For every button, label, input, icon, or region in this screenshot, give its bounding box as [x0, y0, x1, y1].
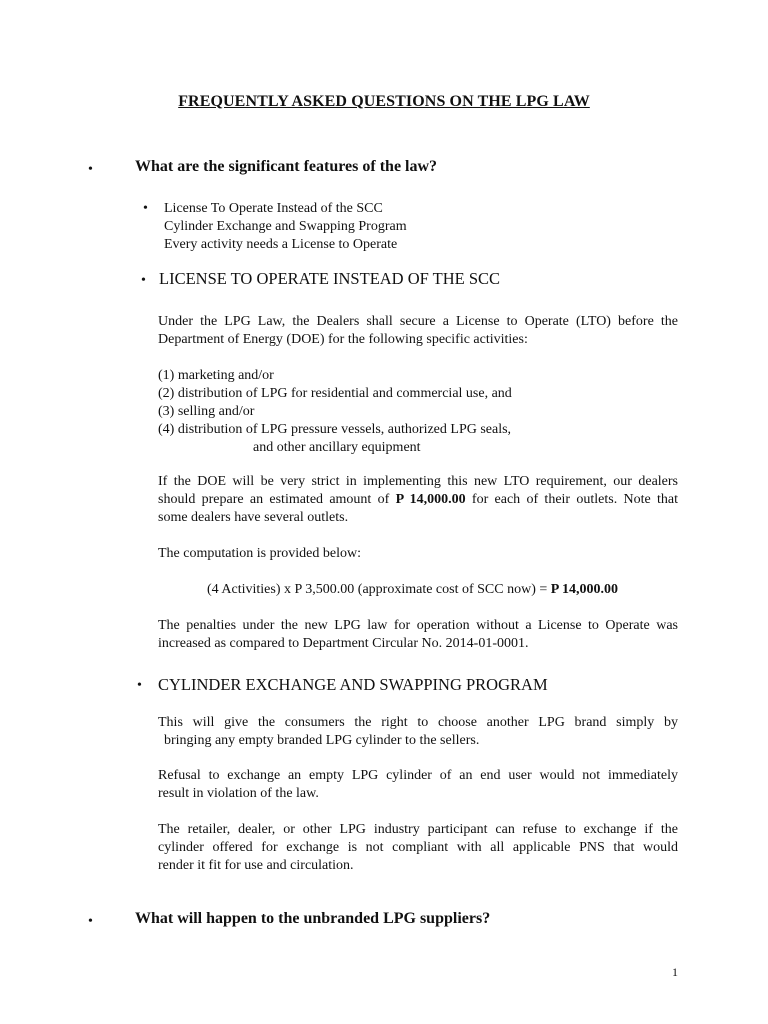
activity-item: (2) distribution of LPG for residential and commercial use, and	[158, 386, 512, 401]
page-title: FREQUENTLY ASKED QUESTIONS ON THE LPG LAW	[178, 93, 590, 110]
bullet: •	[137, 678, 142, 693]
paragraph-line: result in violation of the law.	[158, 786, 319, 801]
bullet: •	[143, 201, 148, 216]
section-heading-lto: LICENSE TO OPERATE INSTEAD OF THE SCC	[159, 269, 501, 288]
text-span: 3,500.00 (approximate cost of SCC now) =	[301, 582, 551, 597]
paragraph-line: render it fit for use and circulation.	[158, 858, 354, 873]
features-list-item: License To Operate Instead of the SCC	[164, 201, 383, 216]
paragraph-line: Refusal to exchange an empty LPG cylinder of an end user would not immediately	[158, 768, 678, 783]
computation-intro: The computation is provided below:	[158, 546, 361, 561]
bullet: •	[141, 273, 146, 288]
exchange-paragraph-3	[158, 821, 678, 875]
text-span: should prepare an estimated amount of	[158, 492, 396, 507]
activity-item: (4) distribution of LPG pressure vessels, authorized LPG seals,	[158, 422, 512, 437]
activity-item: (1) marketing and/or	[158, 368, 274, 383]
paragraph-line: cylinder offered for exchange is not compliant with all applicable PNS that would	[158, 840, 678, 855]
text-span: (4 Activities) x	[207, 582, 295, 597]
computation-total: P 14,000.00	[550, 582, 619, 597]
penalty-paragraph	[158, 617, 678, 653]
features-list	[164, 200, 407, 254]
activity-item: and other ancillary equipment	[253, 440, 421, 455]
paragraph-line: bringing any empty branded LPG cylinder to the sellers.	[164, 733, 480, 748]
paragraph-line: Department of Energy (DOE) for the following specific activities:	[158, 332, 528, 347]
paragraph-line: increased as compared to Department Circular No. 2014-01-0001.	[158, 636, 529, 651]
exchange-paragraph-1	[158, 714, 678, 750]
bullet: •	[88, 914, 93, 929]
text-span: for each of their outlets. Note that	[465, 492, 678, 507]
paragraph-line	[158, 491, 678, 509]
paragraph-line: Under the LPG Law, the Dealers shall secure a License to Operate (LTO) before the	[158, 314, 678, 329]
features-list-item: Every activity needs a License to Operate	[164, 237, 398, 252]
features-list-item: Cylinder Exchange and Swapping Program	[164, 219, 407, 234]
question-1: What are the significant features of the law?	[135, 158, 438, 175]
paragraph-line: This will give the consumers the right to choose another LPG brand simply by	[158, 715, 678, 730]
bullet: •	[88, 162, 93, 177]
question-2: What will happen to the unbranded LPG suppliers?	[135, 910, 491, 927]
exchange-paragraph-2	[158, 767, 678, 803]
page-number: 1	[672, 965, 678, 979]
paragraph-line: some dealers have several outlets.	[158, 510, 349, 525]
paragraph-line: The penalties under the new LPG law for operation without a License to Operate was	[158, 618, 678, 633]
lto-intro-paragraph	[158, 313, 678, 349]
computation-line	[207, 581, 618, 599]
paragraph-line	[158, 473, 678, 491]
lto-cost-paragraph	[158, 473, 678, 527]
activities-list	[158, 367, 512, 457]
peso-sign: P	[294, 582, 302, 597]
section-heading-cylinder-exchange: CYLINDER EXCHANGE AND SWAPPING PROGRAM	[158, 675, 548, 694]
text-span: If the DOE will be very strict in implementing this new LTO requirement, our dealers	[158, 474, 678, 489]
paragraph-line: The retailer, dealer, or other LPG industry participant can refuse to exchange if the	[158, 822, 678, 837]
estimated-amount: P 14,000.00	[395, 492, 466, 507]
activity-item: (3) selling and/or	[158, 404, 255, 419]
